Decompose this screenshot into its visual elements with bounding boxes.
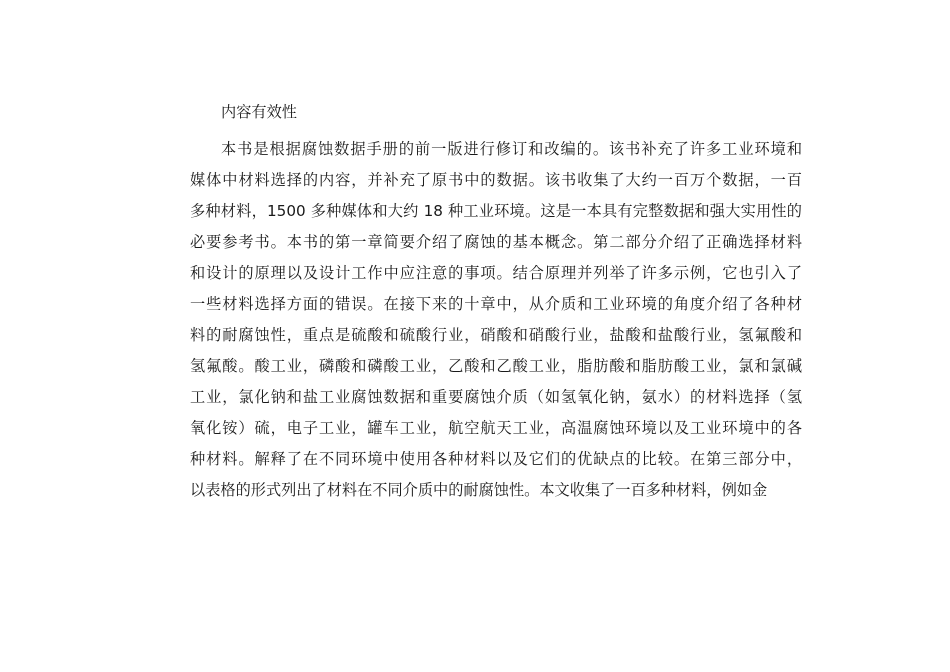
paragraph-line: 一些材料选择方面的错误。在接下来的十章中，从介质和工业环境的角度介绍了各种材 <box>190 295 802 313</box>
paragraph-line: 工业，氯化钠和盐工业腐蚀数据和重要腐蚀介质（如氢氧化钠，氨水）的材料选择（氢 <box>190 388 802 406</box>
paragraph-line: 必要参考书。本书的第一章简要介绍了腐蚀的基本概念。第二部分介绍了正确选择材料 <box>190 233 802 251</box>
paragraph-line: 以表格的形式列出了材料在不同介质中的耐腐蚀性。本文收集了一百多种材料，例如金 <box>190 481 768 499</box>
paragraph-line: 和设计的原理以及设计工作中应注意的事项。结合原理并列举了许多示例，它也引入了 <box>190 264 802 282</box>
paragraph-line: 种材料。解释了在不同环境中使用各种材料以及它们的优缺点的比较。在第三部分中， <box>190 450 802 468</box>
section-heading: 内容有效性 <box>221 103 297 121</box>
paragraph-line: 氢氟酸。酸工业，磷酸和磷酸工业，乙酸和乙酸工业，脂肪酸和脂肪酸工业，氯和氯碱 <box>190 357 802 375</box>
paragraph-line: 多种材料，1500 多种媒体和大约 18 种工业环境。这是一本具有完整数据和强大实用性的 <box>190 202 802 220</box>
paragraph-line: 氧化铵）硫，电子工业，罐车工业，航空航天工业，高温腐蚀环境以及工业环境中的各 <box>190 419 802 437</box>
paragraph-line: 本书是根据腐蚀数据手册的前一版进行修订和改编的。该书补充了许多工业环境和 <box>221 140 802 158</box>
paragraph <box>190 134 802 506</box>
document-content <box>190 97 802 506</box>
paragraph-line: 料的耐腐蚀性，重点是硫酸和硫酸行业，硝酸和硝酸行业，盐酸和盐酸行业，氢氟酸和 <box>190 326 802 344</box>
paragraph-line: 媒体中材料选择的内容，并补充了原书中的数据。该书收集了大约一百万个数据，一百 <box>190 171 802 189</box>
